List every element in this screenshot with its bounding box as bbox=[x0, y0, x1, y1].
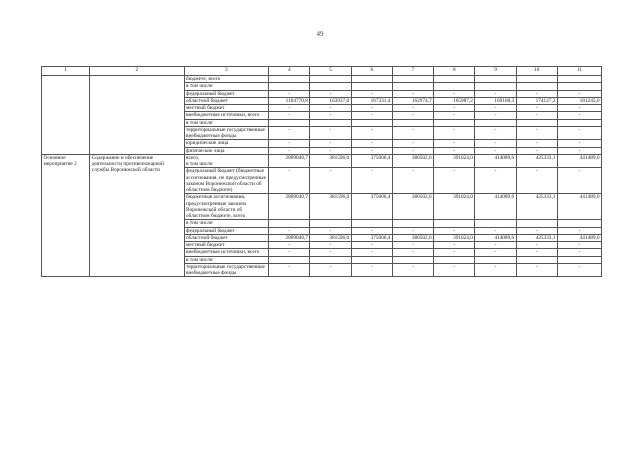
column-header: 1 bbox=[42, 67, 90, 76]
funding-source-label: территориальные государственные внебюджетные фонды bbox=[184, 126, 269, 140]
value-cell: - bbox=[351, 227, 392, 234]
value-cell: - bbox=[310, 112, 351, 119]
value-cell: - bbox=[557, 140, 601, 147]
value-cell: 375006,4 bbox=[351, 234, 392, 241]
value-cell bbox=[392, 256, 433, 263]
funding-source-label: местный бюджет bbox=[184, 105, 269, 112]
value-cell bbox=[351, 119, 392, 126]
value-cell: 1184770,8 bbox=[269, 97, 310, 104]
value-cell bbox=[516, 76, 557, 83]
value-cell bbox=[351, 76, 392, 83]
value-cell: - bbox=[516, 105, 557, 112]
value-cell: 174127,2 bbox=[516, 97, 557, 104]
value-cell: - bbox=[269, 147, 310, 154]
value-cell: - bbox=[310, 168, 351, 194]
value-cell bbox=[351, 220, 392, 227]
value-cell bbox=[475, 83, 516, 90]
value-cell: 375006,4 bbox=[351, 154, 392, 168]
value-cell: 169168,3 bbox=[475, 97, 516, 104]
value-cell bbox=[475, 119, 516, 126]
value-cell bbox=[557, 119, 601, 126]
table-row bbox=[42, 76, 602, 83]
value-cell: - bbox=[269, 249, 310, 256]
value-cell: 2809040,7 bbox=[269, 234, 310, 241]
value-cell bbox=[434, 119, 475, 126]
value-cell bbox=[434, 256, 475, 263]
value-cell bbox=[351, 256, 392, 263]
value-cell: - bbox=[557, 242, 601, 249]
value-cell: - bbox=[475, 105, 516, 112]
value-cell bbox=[310, 76, 351, 83]
column-header: 2 bbox=[90, 67, 184, 76]
value-cell bbox=[351, 83, 392, 90]
value-cell bbox=[557, 256, 601, 263]
value-cell: - bbox=[392, 249, 433, 256]
value-cell: 381596,0 bbox=[310, 154, 351, 168]
column-header: 8 bbox=[434, 67, 475, 76]
value-cell: 162974,7 bbox=[392, 97, 433, 104]
value-cell: - bbox=[392, 227, 433, 234]
value-cell: - bbox=[392, 168, 433, 194]
value-cell: - bbox=[269, 168, 310, 194]
table-header-row bbox=[42, 67, 602, 76]
value-cell: - bbox=[269, 90, 310, 97]
value-cell: - bbox=[516, 227, 557, 234]
value-cell: - bbox=[392, 105, 433, 112]
value-cell: - bbox=[310, 126, 351, 140]
funding-source-label: областной бюджет bbox=[184, 234, 269, 241]
value-cell: - bbox=[557, 90, 601, 97]
value-cell bbox=[434, 76, 475, 83]
value-cell: - bbox=[434, 168, 475, 194]
value-cell: 414089,6 bbox=[475, 154, 516, 168]
value-cell: 391024,0 bbox=[434, 154, 475, 168]
value-cell: - bbox=[269, 263, 310, 277]
value-cell: - bbox=[475, 263, 516, 277]
value-cell: - bbox=[351, 147, 392, 154]
value-cell: - bbox=[475, 249, 516, 256]
value-cell: - bbox=[392, 90, 433, 97]
value-cell bbox=[269, 83, 310, 90]
funding-source-label: физические лица bbox=[184, 147, 269, 154]
value-cell bbox=[557, 76, 601, 83]
funding-source-label: всего, в том числе: bbox=[184, 154, 269, 168]
value-cell: 441489,0 bbox=[557, 234, 601, 241]
value-cell: - bbox=[351, 140, 392, 147]
value-cell: 381596,0 bbox=[310, 194, 351, 220]
value-cell: - bbox=[475, 227, 516, 234]
value-cell: - bbox=[351, 242, 392, 249]
value-cell: 2809040,7 bbox=[269, 194, 310, 220]
value-cell bbox=[269, 256, 310, 263]
column-header: 4 bbox=[269, 67, 310, 76]
value-cell: - bbox=[434, 140, 475, 147]
value-cell: - bbox=[557, 168, 601, 194]
value-cell: - bbox=[516, 90, 557, 97]
page-number: 49 bbox=[316, 30, 324, 38]
value-cell bbox=[475, 220, 516, 227]
column-header: 7 bbox=[392, 67, 433, 76]
value-cell: 425333,1 bbox=[516, 194, 557, 220]
value-cell: - bbox=[351, 168, 392, 194]
value-cell bbox=[392, 220, 433, 227]
value-cell: - bbox=[392, 263, 433, 277]
value-cell: 380502,6 bbox=[392, 194, 433, 220]
funding-source-label: внебюджетные источники, всего bbox=[184, 112, 269, 119]
value-cell: - bbox=[434, 90, 475, 97]
value-cell: - bbox=[475, 90, 516, 97]
value-cell bbox=[310, 83, 351, 90]
funding-source-label: в том числе: bbox=[184, 256, 269, 263]
value-cell bbox=[434, 220, 475, 227]
column-header: 3 bbox=[184, 67, 269, 76]
activity-name-cell bbox=[42, 76, 90, 155]
value-cell: - bbox=[516, 126, 557, 140]
value-cell: 2809040,7 bbox=[269, 154, 310, 168]
value-cell: - bbox=[269, 227, 310, 234]
value-cell: - bbox=[310, 140, 351, 147]
value-cell: - bbox=[557, 147, 601, 154]
value-cell: - bbox=[392, 140, 433, 147]
activity-name-cell: Основное мероприятие 2 bbox=[42, 154, 90, 277]
column-header: 10 bbox=[516, 67, 557, 76]
value-cell: - bbox=[516, 263, 557, 277]
value-cell: - bbox=[310, 242, 351, 249]
value-cell: - bbox=[434, 105, 475, 112]
value-cell: - bbox=[434, 227, 475, 234]
value-cell: - bbox=[392, 147, 433, 154]
value-cell bbox=[516, 220, 557, 227]
value-cell: 375006,4 bbox=[351, 194, 392, 220]
value-cell: - bbox=[434, 263, 475, 277]
value-cell: - bbox=[269, 242, 310, 249]
value-cell: - bbox=[351, 105, 392, 112]
value-cell: 380502,6 bbox=[392, 234, 433, 241]
activity-description-cell: Содержание и обеспечение деятельности противопожарной службы Воронежской области bbox=[90, 154, 184, 277]
funding-source-label: в том числе: bbox=[184, 83, 269, 90]
funding-source-label: в том числе: bbox=[184, 119, 269, 126]
funding-source-label: федеральный бюджет bbox=[184, 90, 269, 97]
value-cell bbox=[392, 83, 433, 90]
value-cell: - bbox=[475, 112, 516, 119]
value-cell: - bbox=[434, 112, 475, 119]
value-cell: - bbox=[516, 140, 557, 147]
value-cell bbox=[310, 256, 351, 263]
value-cell: - bbox=[434, 126, 475, 140]
activity-description-cell bbox=[90, 76, 184, 155]
value-cell: 181245,0 bbox=[557, 97, 601, 104]
funding-source-label: внебюджетные источники, всего bbox=[184, 249, 269, 256]
funding-source-label: федеральный бюджет (бюджетные ассигнования, не предусмотренные законом Воронежской области об областном бюджете) bbox=[184, 168, 269, 194]
value-cell: - bbox=[516, 112, 557, 119]
value-cell bbox=[392, 76, 433, 83]
value-cell: - bbox=[351, 126, 392, 140]
funding-source-label: юридические лица bbox=[184, 140, 269, 147]
value-cell: - bbox=[475, 242, 516, 249]
value-cell: - bbox=[269, 126, 310, 140]
funding-source-label: федеральный бюджет bbox=[184, 227, 269, 234]
value-cell: 441489,0 bbox=[557, 154, 601, 168]
value-cell: - bbox=[516, 168, 557, 194]
value-cell: - bbox=[434, 249, 475, 256]
value-cell: - bbox=[351, 249, 392, 256]
budget-table bbox=[41, 66, 602, 277]
funding-source-label: бюджете, всего bbox=[184, 76, 269, 83]
value-cell: - bbox=[310, 105, 351, 112]
value-cell: - bbox=[557, 263, 601, 277]
value-cell: 441489,0 bbox=[557, 194, 601, 220]
value-cell: - bbox=[351, 90, 392, 97]
value-cell bbox=[392, 119, 433, 126]
value-cell bbox=[516, 256, 557, 263]
funding-source-label: местный бюджет bbox=[184, 242, 269, 249]
value-cell: - bbox=[434, 242, 475, 249]
value-cell: 425333,1 bbox=[516, 154, 557, 168]
value-cell: - bbox=[310, 227, 351, 234]
funding-source-label: территориальные государственные внебюджетные фонды bbox=[184, 263, 269, 277]
value-cell: - bbox=[269, 105, 310, 112]
value-cell: - bbox=[269, 112, 310, 119]
column-header: 11 bbox=[557, 67, 601, 76]
value-cell: - bbox=[392, 112, 433, 119]
value-cell: 380502,6 bbox=[392, 154, 433, 168]
value-cell: - bbox=[557, 126, 601, 140]
value-cell bbox=[310, 220, 351, 227]
table-body bbox=[42, 76, 602, 277]
value-cell bbox=[557, 220, 601, 227]
value-cell: - bbox=[392, 242, 433, 249]
value-cell bbox=[475, 256, 516, 263]
column-header: 6 bbox=[351, 67, 392, 76]
value-cell: 163937,0 bbox=[310, 97, 351, 104]
column-header: 5 bbox=[310, 67, 351, 76]
value-cell: - bbox=[557, 249, 601, 256]
value-cell: 381596,0 bbox=[310, 234, 351, 241]
value-cell: - bbox=[557, 105, 601, 112]
value-cell: - bbox=[475, 168, 516, 194]
value-cell: - bbox=[351, 112, 392, 119]
value-cell: 165987,2 bbox=[434, 97, 475, 104]
funding-source-label: в том числе: bbox=[184, 220, 269, 227]
value-cell: - bbox=[392, 126, 433, 140]
funding-source-label: бюджетные ассигнования, предусмотренные законом Воронежской области об областном бюджете, всего bbox=[184, 194, 269, 220]
value-cell: 414089,6 bbox=[475, 234, 516, 241]
value-cell: 414089,6 bbox=[475, 194, 516, 220]
value-cell bbox=[310, 119, 351, 126]
value-cell bbox=[269, 76, 310, 83]
value-cell bbox=[434, 83, 475, 90]
value-cell: - bbox=[310, 147, 351, 154]
funding-source-label: областной бюджет bbox=[184, 97, 269, 104]
value-cell: 425333,1 bbox=[516, 234, 557, 241]
value-cell: - bbox=[557, 112, 601, 119]
value-cell: - bbox=[516, 249, 557, 256]
table-row bbox=[42, 154, 602, 168]
value-cell: - bbox=[310, 263, 351, 277]
value-cell: - bbox=[269, 140, 310, 147]
value-cell: - bbox=[516, 147, 557, 154]
value-cell: - bbox=[475, 140, 516, 147]
value-cell: - bbox=[557, 227, 601, 234]
value-cell: 167331,4 bbox=[351, 97, 392, 104]
value-cell: - bbox=[351, 263, 392, 277]
value-cell: - bbox=[310, 90, 351, 97]
column-header: 9 bbox=[475, 67, 516, 76]
value-cell bbox=[557, 83, 601, 90]
value-cell: - bbox=[434, 147, 475, 154]
value-cell: - bbox=[516, 242, 557, 249]
value-cell: - bbox=[475, 147, 516, 154]
value-cell bbox=[269, 220, 310, 227]
value-cell bbox=[269, 119, 310, 126]
value-cell: 391024,0 bbox=[434, 234, 475, 241]
value-cell: 391024,0 bbox=[434, 194, 475, 220]
value-cell: - bbox=[475, 126, 516, 140]
value-cell bbox=[475, 76, 516, 83]
value-cell bbox=[516, 83, 557, 90]
value-cell: - bbox=[310, 249, 351, 256]
value-cell bbox=[516, 119, 557, 126]
